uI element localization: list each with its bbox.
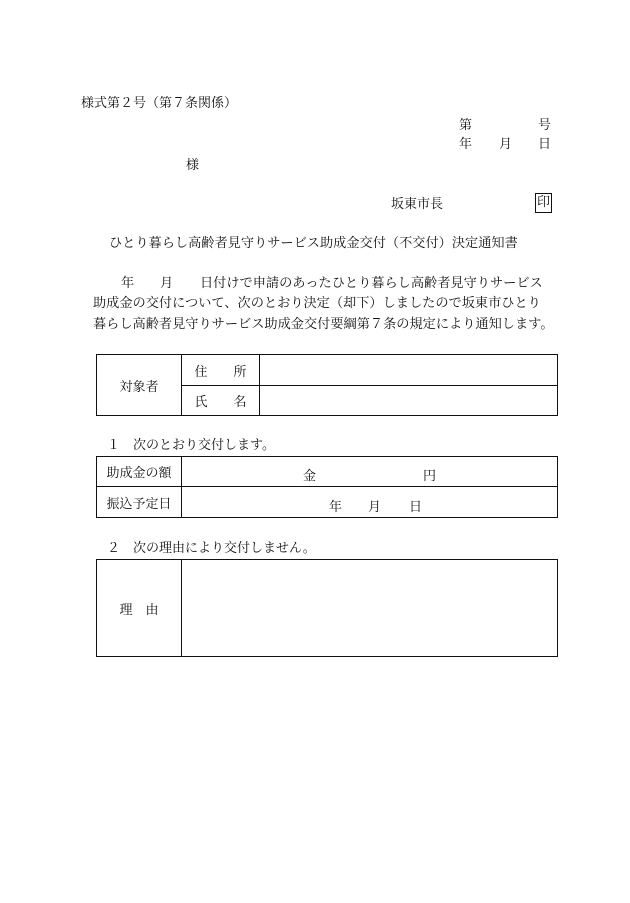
- body-line1-year: 年: [121, 276, 135, 291]
- number-go: 号: [538, 118, 552, 133]
- transfer-year: 年: [329, 500, 343, 515]
- body-line2: 助成金の交付について、次のとおり決定（却下）しましたので坂東市ひとり: [93, 296, 541, 311]
- amount-label: 助成金の額: [97, 457, 182, 487]
- amount-kin: 金: [303, 469, 317, 484]
- section1-heading: １ 次のとおり交付します。: [107, 438, 275, 453]
- payment-table: [96, 456, 558, 518]
- name-field[interactable]: [260, 386, 558, 416]
- transfer-date-label: 振込予定日: [97, 487, 182, 518]
- reason-table: [96, 559, 558, 657]
- addressee-suffix: 様: [186, 158, 200, 173]
- date-month: 月: [499, 137, 513, 152]
- reason-field[interactable]: [182, 560, 558, 657]
- number-dai: 第: [459, 118, 473, 133]
- body-line3: 暮らし高齢者見守りサービス助成金交付要綱第７条の規定により通知します。: [93, 317, 554, 332]
- subject-table: [96, 354, 558, 416]
- name-label: 氏 名: [182, 386, 260, 416]
- body-line1-month: 月: [160, 276, 174, 291]
- reason-label: 理 由: [97, 560, 182, 657]
- date-year: 年: [459, 137, 473, 152]
- amount-yen: 円: [423, 469, 437, 484]
- amount-field[interactable]: [182, 457, 558, 487]
- section2-heading: ２ 次の理由により交付しません。: [107, 541, 316, 556]
- form-label: 様式第２号（第７条関係）: [81, 96, 238, 111]
- transfer-month: 月: [368, 500, 382, 515]
- document-title: ひとり暮らし高齢者見守りサービス助成金交付（不交付）決定通知書: [109, 236, 518, 251]
- address-field[interactable]: [260, 355, 558, 386]
- date-day: 日: [538, 137, 552, 152]
- seal-mark: 印: [535, 193, 552, 213]
- transfer-day: 日: [409, 500, 423, 515]
- subject-header: 対象者: [97, 355, 182, 416]
- address-label: 住 所: [182, 355, 260, 386]
- transfer-date-field[interactable]: [182, 487, 558, 518]
- body-line1-rest: 日付けで申請のあったひとり暮らし高齢者見守りサービス: [200, 276, 543, 291]
- issuer-name: 坂東市長: [391, 197, 444, 212]
